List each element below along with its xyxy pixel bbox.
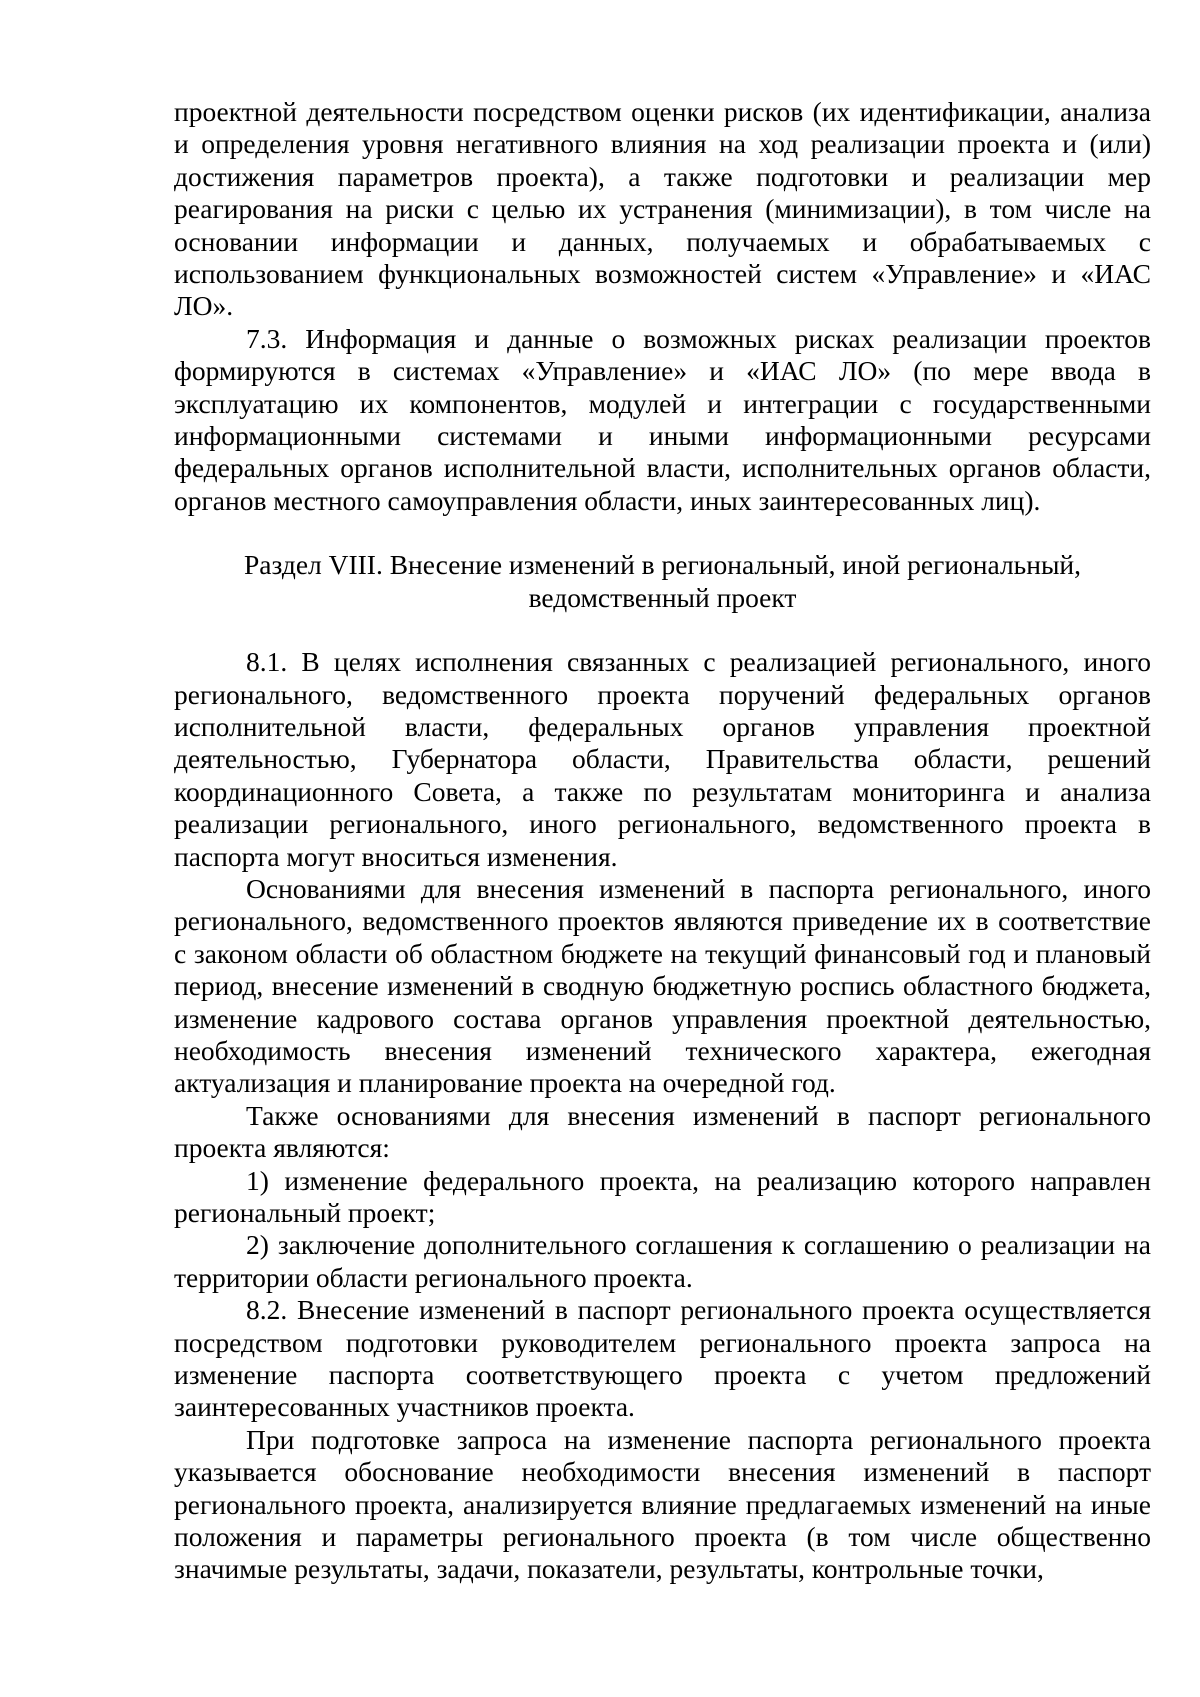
paragraph-change-request: При подготовке запроса на изменение паспорта регионального проекта указывается обоснование необходимости внесения изменений в паспорт регионального проекта, анализируется влияние предлагаемых изменений на иные положения и параметры регионального проекта (в том числе общественно значимые результаты, задачи, показатели, результаты, контрольные точки, bbox=[174, 1423, 1151, 1585]
document-page bbox=[174, 96, 1151, 1586]
paragraph-additional-grounds: Также основаниями для внесения изменений в паспорт регионального проекта являются: bbox=[174, 1099, 1151, 1164]
paragraph-8-2: 8.2. Внесение изменений в паспорт регионального проекта осуществляется посредством подготовки руководителем регионального проекта запроса на изменение паспорта соответствующего проекта с учетом предложений заинтересованных участников проекта. bbox=[174, 1294, 1151, 1423]
paragraph-7-3: 7.3. Информация и данные о возможных рисках реализации проектов формируются в системах «Управление» и «ИАС ЛО» (по мере ввода в эксплуатацию их компонентов, модулей и интеграции с государственными информационными системами и иными информационными ресурсами федеральных органов исполнительной власти, исполнительных органов области, органов местного самоуправления области, иных заинтересованных лиц). bbox=[174, 322, 1151, 516]
paragraph-grounds-for-changes: Основаниями для внесения изменений в паспорта регионального, иного регионального, ведомственного проектов являются приведение их в соответствие с законом области об областном бюджете на текущий финансовый год и плановый период, внесение изменений в сводную бюджетную роспись областного бюджета, изменение кадрового состава органов управления проектной деятельностью, необходимость внесения изменений технического характера, ежегодная актуализация и планирование проекта на очередной год. bbox=[174, 872, 1151, 1099]
section-heading-line-2: ведомственный проект bbox=[528, 581, 797, 613]
list-item-1: 1) изменение федерального проекта, на реализацию которого направлен региональный проект; bbox=[174, 1164, 1151, 1228]
paragraph-risk-management-continued: проектной деятельности посредством оценки рисков (их идентификации, анализа и определения уровня негативного влияния на ход реализации проекта и (или) достижения параметров проекта), а также подготовки и реализации мер реагирования на риски с целью их устранения (минимизации), в том числе на основании информации и данных, получаемых и обрабатываемых с использованием функциональных возможностей систем «Управление» и «ИАС ЛО». bbox=[174, 96, 1151, 322]
list-item-2: 2) заключение дополнительного соглашения к соглашению о реализации на территории области регионального проекта. bbox=[174, 1229, 1151, 1293]
section-heading bbox=[174, 549, 1151, 614]
section-heading-line-1: Раздел VIII. Внесение изменений в региональный, иной региональный, bbox=[243, 549, 1082, 581]
paragraph-8-1: 8.1. В целях исполнения связанных с реализацией регионального, иного регионального, ведомственного проекта поручений федеральных органов исполнительной власти, федеральных органов управления проектной деятельностью, Губернатора области, Правительства области, решений координационного Совета, а также по результатам мониторинга и анализа реализации регионального, иного регионального, ведомственного проекта в паспорта могут вноситься изменения. bbox=[174, 646, 1151, 872]
